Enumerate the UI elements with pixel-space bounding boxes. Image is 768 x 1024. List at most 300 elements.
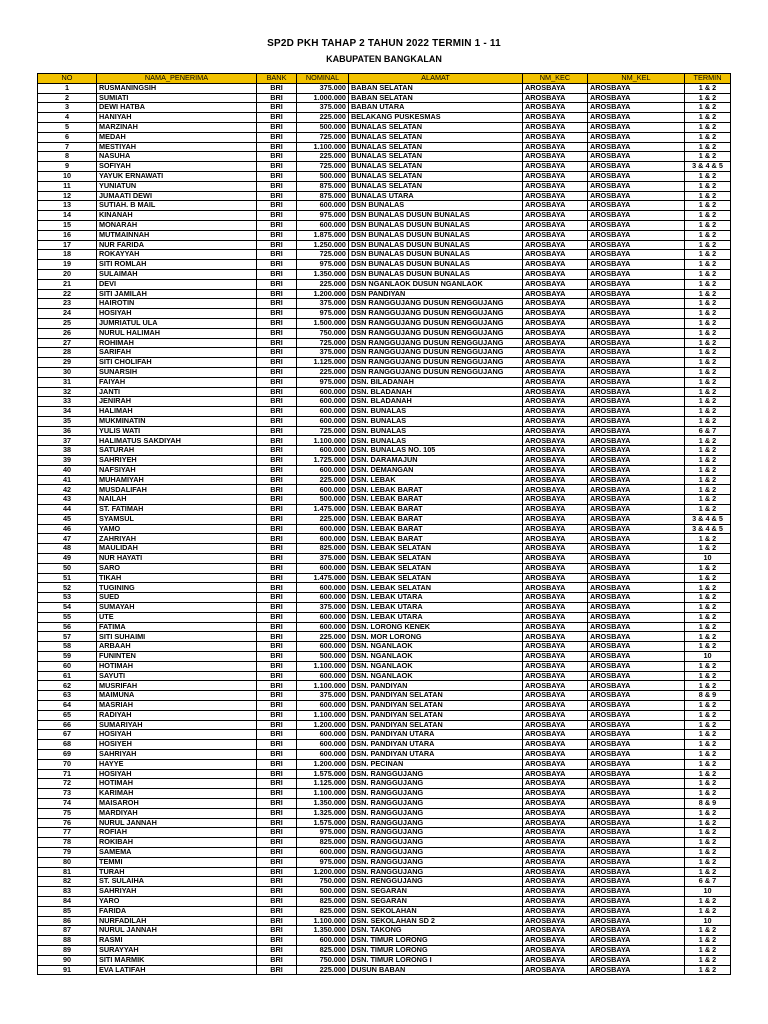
- cell-termin: 1 & 2: [685, 201, 731, 211]
- cell-termin: 1 & 2: [685, 808, 731, 818]
- cell-no: 84: [38, 896, 97, 906]
- cell-alamat: DSN BUNALAS DUSUN BUNALAS: [349, 269, 523, 279]
- cell-nm-kec: AROSBAYA: [523, 622, 588, 632]
- cell-nama-penerima: RUSMANINGSIH: [97, 83, 257, 93]
- cell-alamat: DSN RANGGUJANG DUSUN RENGGUJANG: [349, 318, 523, 328]
- cell-bank: BRI: [257, 544, 297, 554]
- cell-alamat: DSN. RANGGUJANG: [349, 779, 523, 789]
- cell-no: 45: [38, 514, 97, 524]
- table-row: [38, 769, 731, 779]
- cell-nm-kel: AROSBAYA: [588, 622, 685, 632]
- cell-termin: 1 & 2: [685, 622, 731, 632]
- cell-termin: 1 & 2: [685, 642, 731, 652]
- cell-no: 78: [38, 838, 97, 848]
- cell-bank: BRI: [257, 554, 297, 564]
- cell-nm-kec: AROSBAYA: [523, 142, 588, 152]
- cell-bank: BRI: [257, 377, 297, 387]
- table-row: [38, 867, 731, 877]
- cell-termin: 1 & 2: [685, 250, 731, 260]
- cell-nominal: 600.000: [297, 485, 349, 495]
- cell-nm-kec: AROSBAYA: [523, 93, 588, 103]
- cell-no: 31: [38, 377, 97, 387]
- cell-nm-kec: AROSBAYA: [523, 201, 588, 211]
- cell-nm-kec: AROSBAYA: [523, 505, 588, 515]
- cell-alamat: DSN. PANDIYAN UTARA: [349, 749, 523, 759]
- cell-nama-penerima: NURUL JANNAH: [97, 818, 257, 828]
- cell-termin: 1 & 2: [685, 593, 731, 603]
- cell-alamat: DSN. BUNALAS NO. 105: [349, 446, 523, 456]
- cell-termin: 1 & 2: [685, 534, 731, 544]
- table-row: [38, 740, 731, 750]
- cell-nm-kel: AROSBAYA: [588, 407, 685, 417]
- cell-bank: BRI: [257, 122, 297, 132]
- cell-alamat: DSN. BILADANAH: [349, 377, 523, 387]
- cell-nm-kec: AROSBAYA: [523, 514, 588, 524]
- cell-alamat: DSN RANGGUJANG DUSUN RENGGUJANG: [349, 358, 523, 368]
- cell-nm-kec: AROSBAYA: [523, 407, 588, 417]
- cell-nominal: 600.000: [297, 936, 349, 946]
- cell-bank: BRI: [257, 191, 297, 201]
- cell-alamat: DSN. RANGGUJANG: [349, 847, 523, 857]
- cell-nominal: 1.350.000: [297, 269, 349, 279]
- cell-nama-penerima: ST. SULAIHA: [97, 877, 257, 887]
- cell-nm-kel: AROSBAYA: [588, 113, 685, 123]
- table-row: [38, 407, 731, 417]
- table-row: [38, 818, 731, 828]
- cell-no: 23: [38, 299, 97, 309]
- table-row: [38, 377, 731, 387]
- cell-nama-penerima: MUTMAINNAH: [97, 230, 257, 240]
- cell-nama-penerima: SUNARSIH: [97, 367, 257, 377]
- cell-no: 83: [38, 887, 97, 897]
- cell-nominal: 750.000: [297, 328, 349, 338]
- cell-nama-penerima: SURAYYAH: [97, 945, 257, 955]
- cell-no: 61: [38, 671, 97, 681]
- cell-nm-kec: AROSBAYA: [523, 730, 588, 740]
- table-row: [38, 642, 731, 652]
- cell-termin: 10: [685, 887, 731, 897]
- cell-alamat: DSN RANGGUJANG DUSUN RENGGUJANG: [349, 328, 523, 338]
- table-row: [38, 328, 731, 338]
- cell-alamat: BUNALAS SELATAN: [349, 152, 523, 162]
- cell-nm-kec: AROSBAYA: [523, 289, 588, 299]
- cell-nm-kel: AROSBAYA: [588, 838, 685, 848]
- cell-bank: BRI: [257, 387, 297, 397]
- cell-nama-penerima: NURUL JANNAH: [97, 926, 257, 936]
- cell-nominal: 1.475.000: [297, 573, 349, 583]
- cell-nama-penerima: KARIMAH: [97, 789, 257, 799]
- cell-nm-kec: AROSBAYA: [523, 171, 588, 181]
- cell-termin: 1 & 2: [685, 603, 731, 613]
- cell-termin: 1 & 2: [685, 730, 731, 740]
- table-row: [38, 798, 731, 808]
- cell-alamat: BUNALAS SELATAN: [349, 181, 523, 191]
- cell-alamat: BUNALAS SELATAN: [349, 122, 523, 132]
- table-row: [38, 201, 731, 211]
- cell-alamat: DSN RANGGUJANG DUSUN RENGGUJANG: [349, 338, 523, 348]
- cell-nm-kel: AROSBAYA: [588, 260, 685, 270]
- cell-nama-penerima: MUSDALIFAH: [97, 485, 257, 495]
- table-row: [38, 132, 731, 142]
- table-row: [38, 426, 731, 436]
- cell-termin: 1 & 2: [685, 328, 731, 338]
- cell-no: 89: [38, 945, 97, 955]
- cell-termin: 1 & 2: [685, 456, 731, 466]
- cell-nominal: 1.200.000: [297, 289, 349, 299]
- cell-alamat: DSN. LEBAK BARAT: [349, 495, 523, 505]
- cell-no: 62: [38, 681, 97, 691]
- cell-nominal: 1.200.000: [297, 720, 349, 730]
- cell-nama-penerima: KINANAH: [97, 211, 257, 221]
- cell-bank: BRI: [257, 465, 297, 475]
- cell-nama-penerima: MONARAH: [97, 220, 257, 230]
- table-row: [38, 808, 731, 818]
- cell-alamat: DSN. BLADANAH: [349, 387, 523, 397]
- cell-alamat: DSN BUNALAS DUSUN BUNALAS: [349, 220, 523, 230]
- cell-nominal: 375.000: [297, 103, 349, 113]
- cell-nama-penerima: ZAHRIYAH: [97, 534, 257, 544]
- cell-nm-kec: AROSBAYA: [523, 642, 588, 652]
- cell-nm-kec: AROSBAYA: [523, 524, 588, 534]
- cell-nominal: 600.000: [297, 416, 349, 426]
- cell-nm-kec: AROSBAYA: [523, 299, 588, 309]
- cell-no: 75: [38, 808, 97, 818]
- cell-alamat: BELAKANG PUSKESMAS: [349, 113, 523, 123]
- cell-nama-penerima: RASMI: [97, 936, 257, 946]
- cell-nama-penerima: MUKMINATIN: [97, 416, 257, 426]
- cell-no: 91: [38, 965, 97, 975]
- table-row: [38, 838, 731, 848]
- cell-no: 57: [38, 632, 97, 642]
- cell-termin: 1 & 2: [685, 573, 731, 583]
- table-body: [38, 83, 731, 975]
- cell-alamat: DSN. SEKOLAHAN: [349, 906, 523, 916]
- cell-bank: BRI: [257, 691, 297, 701]
- cell-nominal: 225.000: [297, 113, 349, 123]
- cell-nama-penerima: YARO: [97, 896, 257, 906]
- cell-no: 8: [38, 152, 97, 162]
- cell-no: 52: [38, 583, 97, 593]
- cell-no: 32: [38, 387, 97, 397]
- cell-nm-kel: AROSBAYA: [588, 377, 685, 387]
- cell-nama-penerima: MUSRIFAH: [97, 681, 257, 691]
- cell-nama-penerima: SUED: [97, 593, 257, 603]
- table-row: [38, 632, 731, 642]
- cell-no: 74: [38, 798, 97, 808]
- cell-termin: 1 & 2: [685, 132, 731, 142]
- cell-nm-kel: AROSBAYA: [588, 132, 685, 142]
- cell-alamat: DSN. PANDIYAN SELATAN: [349, 691, 523, 701]
- cell-nominal: 1.250.000: [297, 240, 349, 250]
- cell-termin: 1 & 2: [685, 367, 731, 377]
- cell-nm-kec: AROSBAYA: [523, 465, 588, 475]
- cell-no: 27: [38, 338, 97, 348]
- cell-nm-kec: AROSBAYA: [523, 103, 588, 113]
- cell-nm-kel: AROSBAYA: [588, 779, 685, 789]
- cell-nm-kec: AROSBAYA: [523, 544, 588, 554]
- cell-nm-kec: AROSBAYA: [523, 936, 588, 946]
- cell-termin: 1 & 2: [685, 936, 731, 946]
- table-row: [38, 906, 731, 916]
- cell-nm-kel: AROSBAYA: [588, 857, 685, 867]
- table-row: [38, 563, 731, 573]
- cell-nominal: 600.000: [297, 642, 349, 652]
- table-row: [38, 945, 731, 955]
- cell-termin: 1 & 2: [685, 142, 731, 152]
- cell-nm-kel: AROSBAYA: [588, 681, 685, 691]
- cell-alamat: BABAN SELATAN: [349, 93, 523, 103]
- cell-no: 42: [38, 485, 97, 495]
- cell-no: 69: [38, 749, 97, 759]
- cell-nominal: 750.000: [297, 877, 349, 887]
- cell-alamat: DSN. LEBAK UTARA: [349, 603, 523, 613]
- cell-termin: 3 & 4 & 5: [685, 162, 731, 172]
- cell-alamat: DSN. DARAMAJUN: [349, 456, 523, 466]
- cell-termin: 1 & 2: [685, 211, 731, 221]
- cell-nominal: 975.000: [297, 211, 349, 221]
- cell-alamat: DSN. LEBAK BARAT: [349, 514, 523, 524]
- cell-nm-kec: AROSBAYA: [523, 583, 588, 593]
- cell-nominal: 600.000: [297, 583, 349, 593]
- cell-alamat: DSN. NGANLAOK: [349, 671, 523, 681]
- cell-nama-penerima: DEWI HATBA: [97, 103, 257, 113]
- cell-nominal: 1.100.000: [297, 789, 349, 799]
- cell-nm-kel: AROSBAYA: [588, 828, 685, 838]
- cell-nominal: 1.100.000: [297, 916, 349, 926]
- table-row: [38, 162, 731, 172]
- cell-alamat: DSN. LEBAK BARAT: [349, 485, 523, 495]
- cell-nm-kel: AROSBAYA: [588, 279, 685, 289]
- cell-nominal: 1.100.000: [297, 681, 349, 691]
- cell-nm-kec: AROSBAYA: [523, 965, 588, 975]
- column-header-termin: TERMIN: [685, 74, 731, 84]
- cell-bank: BRI: [257, 240, 297, 250]
- cell-nominal: 600.000: [297, 220, 349, 230]
- cell-nm-kel: AROSBAYA: [588, 142, 685, 152]
- table-row: [38, 720, 731, 730]
- cell-termin: 1 & 2: [685, 759, 731, 769]
- cell-termin: 1 & 2: [685, 955, 731, 965]
- cell-nm-kel: AROSBAYA: [588, 299, 685, 309]
- cell-no: 49: [38, 554, 97, 564]
- cell-nm-kec: AROSBAYA: [523, 132, 588, 142]
- cell-no: 50: [38, 563, 97, 573]
- table-row: [38, 554, 731, 564]
- cell-nm-kel: AROSBAYA: [588, 896, 685, 906]
- cell-bank: BRI: [257, 926, 297, 936]
- cell-bank: BRI: [257, 318, 297, 328]
- cell-termin: 1 & 2: [685, 269, 731, 279]
- cell-no: 18: [38, 250, 97, 260]
- cell-no: 39: [38, 456, 97, 466]
- cell-nama-penerima: FARIDA: [97, 906, 257, 916]
- cell-nm-kel: AROSBAYA: [588, 201, 685, 211]
- cell-nominal: 1.200.000: [297, 759, 349, 769]
- cell-bank: BRI: [257, 495, 297, 505]
- cell-alamat: DSN NGANLAOK DUSUN NGANLAOK: [349, 279, 523, 289]
- cell-nm-kel: AROSBAYA: [588, 387, 685, 397]
- table-row: [38, 416, 731, 426]
- cell-nominal: 975.000: [297, 377, 349, 387]
- cell-nm-kel: AROSBAYA: [588, 397, 685, 407]
- cell-termin: 10: [685, 916, 731, 926]
- cell-nama-penerima: NAILAH: [97, 495, 257, 505]
- cell-nominal: 1.475.000: [297, 505, 349, 515]
- cell-nm-kec: AROSBAYA: [523, 348, 588, 358]
- cell-nama-penerima: NURFADILAH: [97, 916, 257, 926]
- table-row: [38, 475, 731, 485]
- cell-bank: BRI: [257, 171, 297, 181]
- cell-nm-kel: AROSBAYA: [588, 93, 685, 103]
- cell-nm-kel: AROSBAYA: [588, 798, 685, 808]
- cell-nama-penerima: SUMIATI: [97, 93, 257, 103]
- cell-nm-kec: AROSBAYA: [523, 603, 588, 613]
- cell-nominal: 1.350.000: [297, 798, 349, 808]
- cell-nm-kec: AROSBAYA: [523, 475, 588, 485]
- cell-nominal: 600.000: [297, 563, 349, 573]
- cell-termin: 1 & 2: [685, 847, 731, 857]
- table-row: [38, 465, 731, 475]
- cell-bank: BRI: [257, 250, 297, 260]
- cell-nm-kel: AROSBAYA: [588, 573, 685, 583]
- cell-termin: 1 & 2: [685, 720, 731, 730]
- cell-nm-kel: AROSBAYA: [588, 612, 685, 622]
- cell-nm-kec: AROSBAYA: [523, 857, 588, 867]
- cell-bank: BRI: [257, 779, 297, 789]
- cell-bank: BRI: [257, 701, 297, 711]
- cell-nm-kec: AROSBAYA: [523, 818, 588, 828]
- cell-nm-kec: AROSBAYA: [523, 338, 588, 348]
- cell-no: 88: [38, 936, 97, 946]
- cell-nama-penerima: ARBAAH: [97, 642, 257, 652]
- cell-nm-kel: AROSBAYA: [588, 877, 685, 887]
- cell-nominal: 600.000: [297, 593, 349, 603]
- cell-nominal: 600.000: [297, 407, 349, 417]
- cell-nm-kec: AROSBAYA: [523, 710, 588, 720]
- cell-nm-kec: AROSBAYA: [523, 769, 588, 779]
- cell-alamat: DSN. RANGGUJANG: [349, 769, 523, 779]
- cell-bank: BRI: [257, 485, 297, 495]
- cell-nm-kec: AROSBAYA: [523, 681, 588, 691]
- cell-nama-penerima: MESTIYAH: [97, 142, 257, 152]
- cell-no: 55: [38, 612, 97, 622]
- table-row: [38, 152, 731, 162]
- cell-nominal: 1.500.000: [297, 318, 349, 328]
- cell-nm-kec: AROSBAYA: [523, 661, 588, 671]
- cell-nominal: 875.000: [297, 181, 349, 191]
- cell-nm-kec: AROSBAYA: [523, 220, 588, 230]
- table-row: [38, 279, 731, 289]
- cell-nominal: 225.000: [297, 367, 349, 377]
- cell-nominal: 500.000: [297, 122, 349, 132]
- cell-nm-kel: AROSBAYA: [588, 152, 685, 162]
- cell-nama-penerima: UTE: [97, 612, 257, 622]
- cell-nama-penerima: SITI ROMLAH: [97, 260, 257, 270]
- cell-bank: BRI: [257, 622, 297, 632]
- cell-nominal: 1.000.000: [297, 93, 349, 103]
- cell-nominal: 600.000: [297, 397, 349, 407]
- cell-nominal: 975.000: [297, 309, 349, 319]
- cell-nm-kel: AROSBAYA: [588, 563, 685, 573]
- table-row: [38, 926, 731, 936]
- cell-nm-kec: AROSBAYA: [523, 652, 588, 662]
- cell-termin: 8 & 9: [685, 798, 731, 808]
- cell-nm-kec: AROSBAYA: [523, 612, 588, 622]
- table-row: [38, 367, 731, 377]
- table-row: [38, 230, 731, 240]
- cell-nominal: 600.000: [297, 622, 349, 632]
- cell-nama-penerima: HALIMATUS SAKDIYAH: [97, 436, 257, 446]
- cell-nama-penerima: HOSIYEH: [97, 740, 257, 750]
- cell-nominal: 500.000: [297, 495, 349, 505]
- cell-alamat: DSN. TAKONG: [349, 926, 523, 936]
- column-header-nama-penerima: NAMA_PENERIMA: [97, 74, 257, 84]
- cell-termin: 1 & 2: [685, 681, 731, 691]
- cell-nm-kec: AROSBAYA: [523, 926, 588, 936]
- cell-bank: BRI: [257, 348, 297, 358]
- cell-no: 36: [38, 426, 97, 436]
- cell-termin: 3 & 4 & 5: [685, 514, 731, 524]
- table-row: [38, 759, 731, 769]
- cell-no: 26: [38, 328, 97, 338]
- cell-termin: 1 & 2: [685, 583, 731, 593]
- cell-nominal: 1.325.000: [297, 808, 349, 818]
- cell-no: 70: [38, 759, 97, 769]
- cell-nominal: 375.000: [297, 348, 349, 358]
- cell-no: 53: [38, 593, 97, 603]
- cell-nm-kel: AROSBAYA: [588, 818, 685, 828]
- table-row: [38, 171, 731, 181]
- cell-termin: 1 & 2: [685, 926, 731, 936]
- cell-nm-kec: AROSBAYA: [523, 779, 588, 789]
- cell-nm-kel: AROSBAYA: [588, 965, 685, 975]
- column-header-nm-kec: NM_KEC: [523, 74, 588, 84]
- cell-nominal: 375.000: [297, 603, 349, 613]
- cell-termin: 1 & 2: [685, 779, 731, 789]
- document-title: SP2D PKH TAHAP 2 TAHUN 2022 TERMIN 1 - 11: [267, 38, 501, 49]
- cell-termin: 1 & 2: [685, 906, 731, 916]
- cell-termin: 1 & 2: [685, 318, 731, 328]
- cell-bank: BRI: [257, 798, 297, 808]
- cell-termin: 1 & 2: [685, 83, 731, 93]
- cell-nominal: 725.000: [297, 132, 349, 142]
- cell-no: 67: [38, 730, 97, 740]
- cell-nominal: 225.000: [297, 475, 349, 485]
- cell-bank: BRI: [257, 446, 297, 456]
- table-row: [38, 828, 731, 838]
- cell-nama-penerima: HANIYAH: [97, 113, 257, 123]
- cell-alamat: DSN. PANDIYAN UTARA: [349, 730, 523, 740]
- cell-nm-kel: AROSBAYA: [588, 916, 685, 926]
- cell-nm-kel: AROSBAYA: [588, 191, 685, 201]
- cell-termin: 1 & 2: [685, 612, 731, 622]
- cell-bank: BRI: [257, 808, 297, 818]
- recipients-table: [37, 73, 731, 975]
- cell-alamat: DSN. RANGGUJANG: [349, 867, 523, 877]
- cell-termin: 1 & 2: [685, 544, 731, 554]
- cell-nominal: 975.000: [297, 260, 349, 270]
- cell-nm-kel: AROSBAYA: [588, 887, 685, 897]
- cell-nm-kel: AROSBAYA: [588, 593, 685, 603]
- cell-nominal: 375.000: [297, 691, 349, 701]
- cell-nama-penerima: JUMAATI DEWI: [97, 191, 257, 201]
- cell-bank: BRI: [257, 416, 297, 426]
- table-row: [38, 485, 731, 495]
- cell-no: 33: [38, 397, 97, 407]
- cell-nm-kec: AROSBAYA: [523, 152, 588, 162]
- cell-bank: BRI: [257, 475, 297, 485]
- cell-nm-kel: AROSBAYA: [588, 289, 685, 299]
